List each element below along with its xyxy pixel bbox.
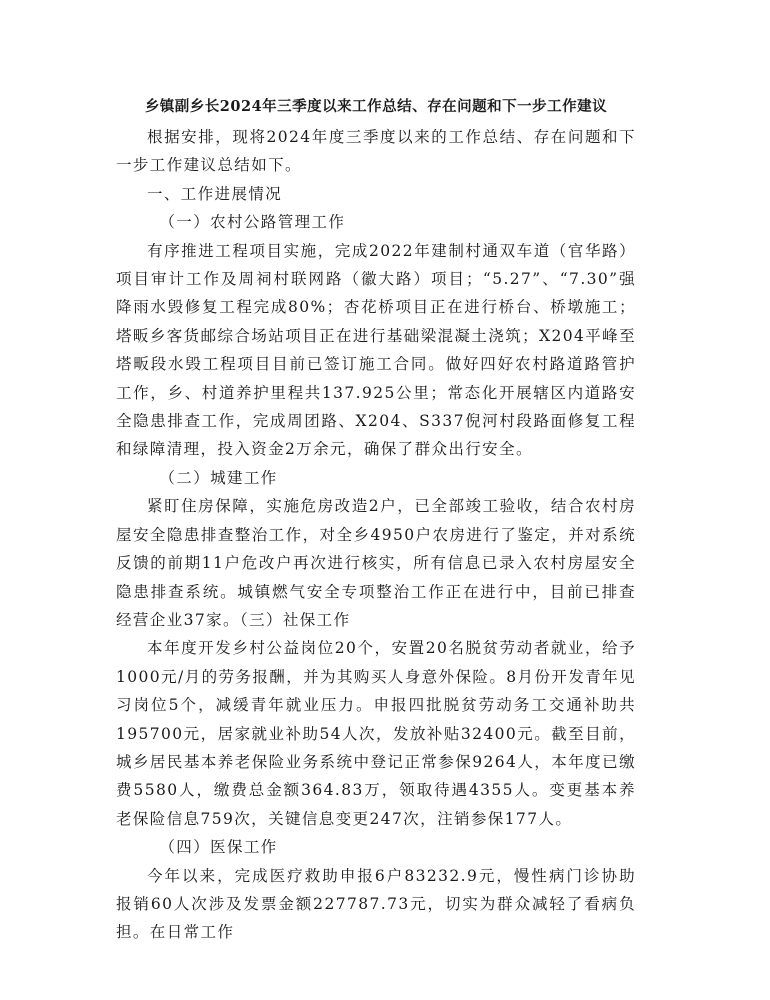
paragraph-social-security: 本年度开发乡村公益岗位20个，安置20名脱贫劳动者就业，给予1000元/月的劳务报酬，并为其购买人身意外保险。8月份开发青年见习岗位5个，减缓青年就业压力。申报四批脱贫劳动务工交通补助共195700元，居家就业补助54人次，发放补贴32400元。截至目前，城乡居民基本养老保险业务系统中登记正常参保9264人，本年度已缴费5580人，缴费总金额364.83万，领取待遇4355人。变更基本养老保险信息759次，关键信息变更247次，注销参保177人。: [116, 639, 636, 828]
intro-paragraph: 根据安排，现将2024年度三季度以来的工作总结、存在问题和下一步工作建议总结如下。: [116, 128, 636, 175]
paragraph-urban-construction: 紧盯住房保障，实施危房改造2户，已全部竣工验收，结合农村房屋安全隐患排查整治工作，对全乡4950户农房进行了鉴定，并对系统反馈的前期11户危改户再次进行核实，所有信息已录入农村房屋安全隐患排查系统。城镇燃气安全专项整治工作正在进行中，目前已排查经营企业37家。（三）社保工作: [116, 497, 636, 629]
section-heading-progress: 一、工作进展情况: [147, 184, 283, 203]
subheading-rural-roads: （一）农村公路管理工作: [159, 213, 346, 232]
paragraph-rural-roads: 有序推进工程项目实施，完成2022年建制村通双车道（官华路）项目审计工作及周祠村联网路（徽大路）项目；“5.27”、“7.30”强降雨水毁修复工程完成80%；杏花桥项目正在进行桥台、桥墩施工；塔畈乡客货邮综合场站项目正在进行基础梁混凝土浇筑；X204平峰至塔畈段水毁工程项目目前已签订施工合同。做好四好农村路道路管护工作，乡、村道养护里程共137.925公里；常态化开展辖区内道路安全隐患排查工作，完成周团路、X204、S337倪河村段路面修复工程和绿障清理，投入资金2万余元，确保了群众出行安全。: [116, 241, 636, 459]
document-title: 乡镇副乡长2024年三季度以来工作总结、存在问题和下一步工作建议: [144, 98, 608, 115]
paragraph-medical-insurance: 今年以来，完成医疗救助申报6户83232.9元，慢性病门诊协助报销60人次涉及发票金额227787.73元，切实为群众减轻了看病负担。在日常工作: [116, 866, 636, 942]
subheading-urban-construction: （二）城建工作: [159, 468, 278, 487]
subheading-medical-insurance: （四）医保工作: [159, 838, 278, 857]
document-page: [116, 96, 636, 947]
